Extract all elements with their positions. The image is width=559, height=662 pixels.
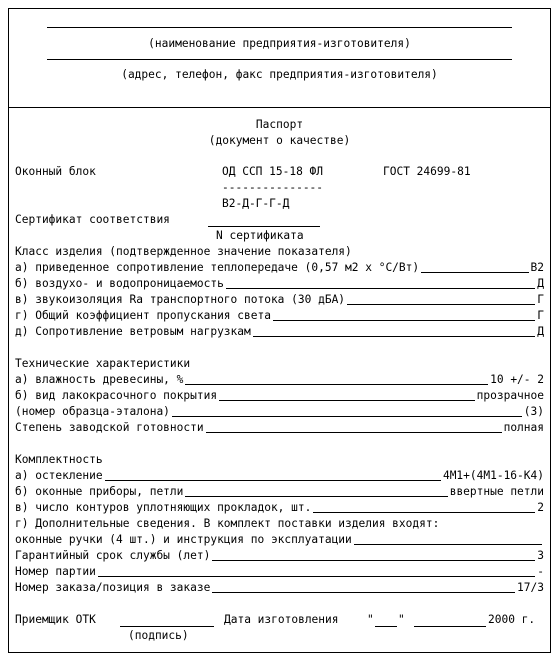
kit-item-label: в) число контуров уплотняющих прокладок, шт. — [15, 501, 312, 514]
kit-item-value: 4М1+(4М1-16-К4) — [442, 469, 544, 482]
product-label: Оконный блок — [15, 165, 96, 178]
day-line — [375, 626, 397, 627]
fill-line — [172, 416, 522, 417]
class-item-heat — [15, 260, 544, 276]
footer-item-label: Гарантийный срок службы (лет) — [15, 549, 211, 562]
fill-line — [226, 288, 535, 289]
tech-item-sample — [15, 404, 544, 420]
footer-item-value: 3 — [537, 549, 544, 562]
kit-item-value: ввертные петли — [449, 485, 544, 498]
tech-item-value: (3) — [523, 405, 544, 418]
designation-underline: --------------- — [222, 181, 324, 194]
month-line — [414, 626, 486, 627]
class-heading: Класс изделия (подтвержденное значение показателя) — [15, 245, 352, 258]
document-title: Паспорт — [255, 118, 304, 131]
fill-line — [212, 592, 515, 593]
fill-line — [185, 496, 447, 497]
tech-item-moisture — [15, 372, 544, 388]
product-designation: ОД ССП 15-18 ФЛ — [222, 165, 324, 178]
class-item-value: Д — [537, 277, 544, 290]
class-item-label: а) приведенное сопротивление теплопередаче (0,57 м2 х °С/Вт) — [15, 261, 420, 274]
fill-line — [105, 480, 441, 481]
kit-extra-line1: г) Дополнительные сведения. В комплект поставки изделия входят: — [15, 517, 440, 530]
fill-line — [98, 576, 535, 577]
fill-line — [185, 384, 488, 385]
address-line — [47, 59, 512, 60]
batch-row — [15, 564, 544, 580]
class-item-value: Г — [537, 293, 544, 306]
kit-item-label: а) остекление — [15, 469, 103, 482]
footer-item-value: - — [537, 565, 544, 578]
date-quote-open: " — [367, 613, 374, 626]
tech-item-readiness — [15, 420, 544, 436]
signature-line — [120, 626, 214, 627]
warranty-row — [15, 548, 544, 564]
kit-extra-line2: оконные ручки (4 шт.) и инструкция по эксплуатации — [15, 533, 352, 546]
tech-item-label: Степень заводской готовности — [15, 421, 204, 434]
tech-item-value: прозрачное — [476, 389, 544, 402]
header-divider — [8, 107, 551, 108]
fill-line — [273, 320, 535, 321]
class-item-label: д) Сопротивление ветровым нагрузкам — [15, 325, 251, 338]
inspector-label: Приемщик ОТК — [15, 613, 96, 626]
class-item-wind — [15, 324, 544, 340]
tech-item-value: 10 +/- 2 — [490, 373, 544, 386]
class-item-value: Д — [537, 325, 544, 338]
footer-item-label: Номер партии — [15, 565, 96, 578]
kit-item-value: 2 — [537, 501, 544, 514]
tech-heading: Технические характеристики — [15, 357, 191, 370]
class-item-value: В2 — [530, 261, 544, 274]
kit-extra-line2-row — [15, 532, 544, 548]
fill-line — [212, 560, 535, 561]
certificate-label: Сертификат соответствия — [15, 213, 170, 226]
class-item-label: в) звукоизоляция Ra транспортного потока (30 дБА) — [15, 293, 346, 306]
address-caption: (адрес, телефон, факс предприятия-изготовителя) — [121, 68, 438, 81]
tech-item-value: полная — [503, 421, 544, 434]
kit-item-glazing — [15, 468, 544, 484]
tech-item-label: а) влажность древесины, % — [15, 373, 184, 386]
kit-item-label: б) оконные приборы, петли — [15, 485, 184, 498]
class-item-label: г) Общий коэффициент пропускания света — [15, 309, 271, 322]
date-label: Дата изготовления — [224, 613, 339, 626]
manufacturer-name-line — [47, 27, 512, 28]
fill-line — [313, 512, 535, 513]
order-row — [15, 580, 544, 596]
footer-item-value: 17/3 — [517, 581, 544, 594]
fill-line — [206, 432, 502, 433]
product-standard: ГОСТ 24699-81 — [383, 165, 471, 178]
fill-line — [219, 400, 475, 401]
class-item-air — [15, 276, 544, 292]
fill-line — [354, 544, 542, 545]
year-value: 2000 г. — [488, 613, 536, 626]
tech-item-coating — [15, 388, 544, 404]
manufacturer-caption: (наименование предприятия-изготовителя) — [148, 37, 411, 50]
certificate-caption: N сертификата — [216, 229, 304, 242]
tech-item-label: б) вид лакокрасочного покрытия — [15, 389, 218, 402]
date-quote-close: " — [398, 613, 405, 626]
fill-line — [253, 336, 536, 337]
class-item-label: б) воздухо- и водопроницаемость — [15, 277, 224, 290]
class-item-sound — [15, 292, 544, 308]
tech-item-label: (номер образца-эталона) — [15, 405, 170, 418]
certificate-number-line — [208, 226, 320, 227]
kit-item-hardware — [15, 484, 544, 500]
kit-item-seals — [15, 500, 544, 516]
document-subtitle: (документ о качестве) — [208, 134, 351, 147]
fill-line — [347, 304, 535, 305]
fill-line — [421, 272, 528, 273]
signature-caption: (подпись) — [128, 629, 189, 642]
class-item-value: Г — [537, 309, 544, 322]
product-classes: В2-Д-Г-Г-Д — [222, 197, 290, 210]
class-item-light — [15, 308, 544, 324]
kit-heading: Комплектность — [15, 453, 103, 466]
footer-item-label: Номер заказа/позиция в заказе — [15, 581, 211, 594]
